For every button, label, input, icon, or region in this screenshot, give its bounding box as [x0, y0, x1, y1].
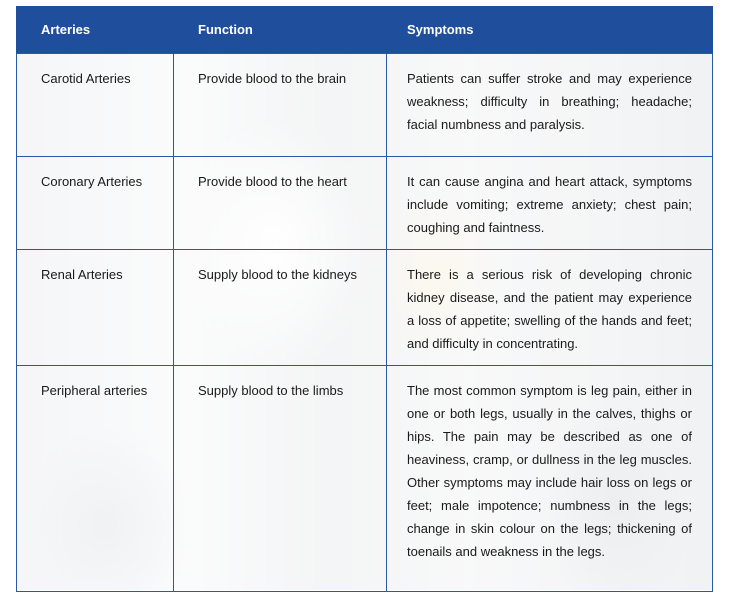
- table-row: [17, 365, 713, 591]
- function-cell: Provide blood to the heart: [174, 156, 387, 249]
- function-cell: Supply blood to the kidneys: [174, 249, 387, 365]
- table-row: [17, 249, 713, 365]
- artery-cell: Peripheral arteries: [17, 365, 174, 591]
- artery-cell: Renal Arteries: [17, 249, 174, 365]
- symptoms-cell: It can cause angina and heart attack, symptoms include vomiting; extreme anxiety; chest pain; coughing and faintness.: [387, 156, 713, 249]
- symptoms-cell: The most common symptom is leg pain, either in one or both legs, usually in the calves, thighs or hips. The pain may be described as one of heaviness, cramp, or dullness in the leg muscles. Other symptoms may include hair loss on legs or feet; male impotence; numbness in the legs; change in skin colour on the legs; thickening of toenails and weakness in the legs.: [387, 365, 713, 591]
- table-row: [17, 53, 713, 156]
- table-row: [17, 156, 713, 249]
- table-header-row: [17, 6, 713, 53]
- symptoms-cell: There is a serious risk of developing chronic kidney disease, and the patient may experience a loss of appetite; swelling of the hands and feet; and difficulty in concentrating.: [387, 249, 713, 365]
- arteries-table: [16, 6, 713, 592]
- header-symptoms: Symptoms: [387, 6, 713, 53]
- artery-cell: Coronary Arteries: [17, 156, 174, 249]
- function-cell: Provide blood to the brain: [174, 53, 387, 156]
- header-arteries: Arteries: [17, 6, 174, 53]
- artery-cell: Carotid Arteries: [17, 53, 174, 156]
- function-cell: Supply blood to the limbs: [174, 365, 387, 591]
- symptoms-cell: Patients can suffer stroke and may experience weakness; difficulty in breathing; headache; facial numbness and paralysis.: [387, 53, 713, 156]
- header-function: Function: [174, 6, 387, 53]
- arteries-table-panel: [16, 6, 712, 590]
